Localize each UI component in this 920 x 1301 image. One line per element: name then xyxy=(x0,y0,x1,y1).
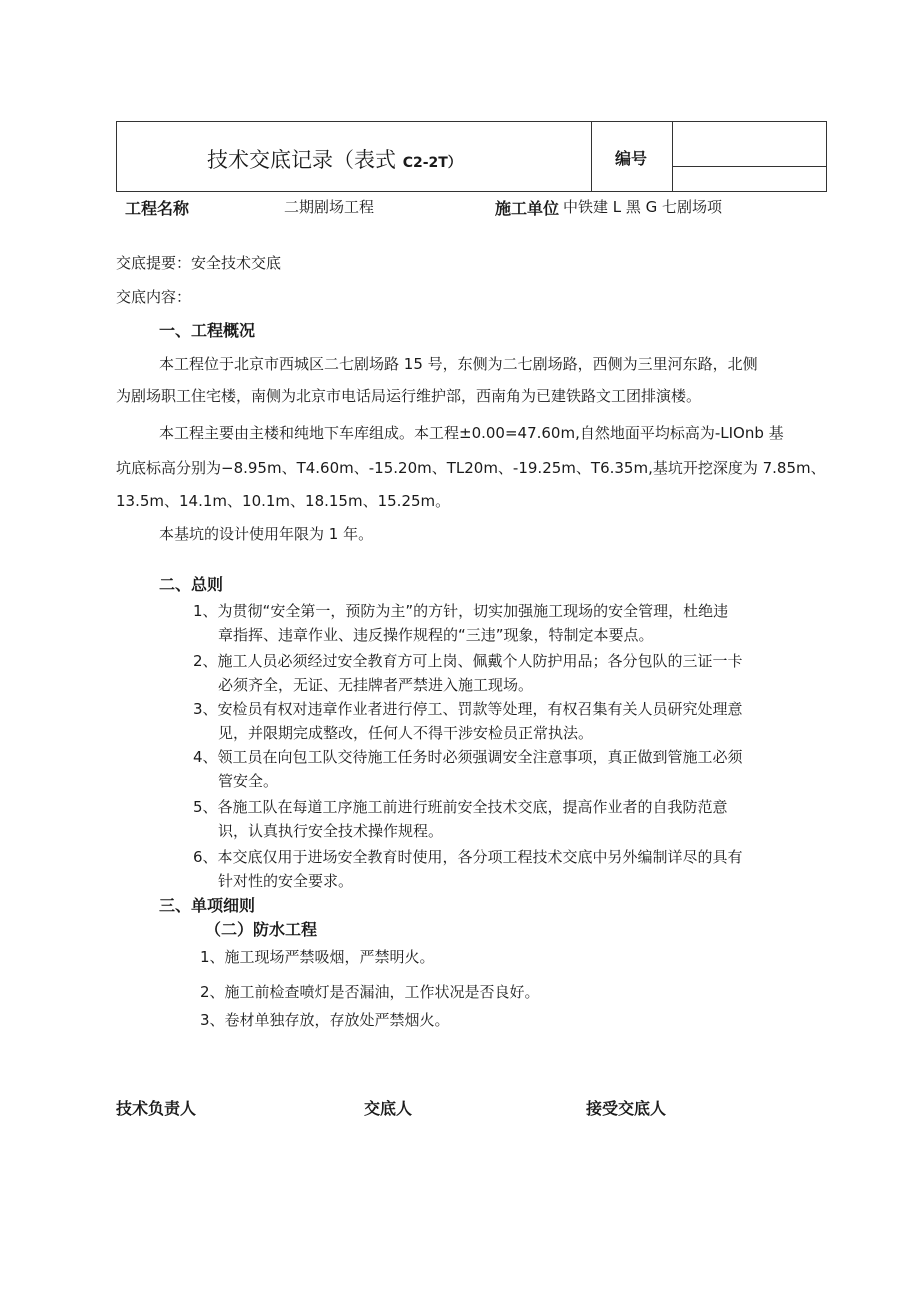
construction-unit-label: 施工单位 xyxy=(495,199,560,218)
project-name-value: 二期剧场工程 xyxy=(284,198,375,216)
form-code: C2-2T） xyxy=(402,155,462,171)
signature-receiver: 接受交底人 xyxy=(586,1099,667,1118)
section1-para1-line2: 为剧场职工住宅楼，南侧为北京市电话局运行维护部，西南角为已建铁路文工团排演楼。 xyxy=(116,387,702,405)
section2-item-5-line2: 识，认真执行安全技术操作规程。 xyxy=(218,822,444,840)
section1-para2-line1: 本工程主要由主楼和纯地下车库组成。本工程±0.00=47.60m,自然地面平均标高为-LIOnb 基 xyxy=(159,424,784,442)
summary-line xyxy=(116,252,281,274)
header-divider-2 xyxy=(672,122,673,191)
section3-subtitle: （二）防水工程 xyxy=(205,920,318,939)
summary-value: 安全技术交底 xyxy=(191,254,282,272)
section2-item-5-line1: 5、各施工队在每道工序施工前进行班前安全技术交底，提高作业者的自我防范意 xyxy=(193,798,728,816)
section2-item-6-line2: 针对性的安全要求。 xyxy=(218,872,354,890)
header-number-row-line xyxy=(672,166,826,167)
section2-item-6-line1: 6、本交底仅用于进场安全教育时使用，各分项工程技术交底中另外编制详尽的具有 xyxy=(193,848,743,866)
construction-unit-value: 中铁建 L 黑 G 七剧场项 xyxy=(563,198,723,216)
document-title-text: 技术交底记录（表式 xyxy=(207,148,396,172)
signature-discloser: 交底人 xyxy=(364,1099,413,1118)
signature-tech-lead: 技术负责人 xyxy=(116,1099,197,1118)
project-name-label: 工程名称 xyxy=(125,199,190,218)
section2-item-3-line1: 3、安检员有权对违章作业者进行停工、罚款等处理，有权召集有关人员研究处理意 xyxy=(193,700,743,718)
section2-title: 二、总则 xyxy=(159,575,224,594)
document-title xyxy=(207,144,462,174)
section1-para2-line2: 坑底标高分别为−8.95m、T4.60m、-15.20m、TL20m、-19.25m、T6.35m,基坑开挖深度为 7.85m、 xyxy=(116,459,826,477)
section3-item-2: 2、施工前检查喷灯是否漏油，工作状况是否良好。 xyxy=(200,983,540,1001)
section2-item-1-line2: 章指挥、违章作业、违反操作规程的“三违”现象，特制定本要点。 xyxy=(218,626,654,644)
content-label: 交底内容： xyxy=(116,288,192,306)
section2-item-3-line2: 见，并限期完成整改，任何人不得干涉安检员正常执法。 xyxy=(218,724,594,742)
section2-item-2-line2: 必须齐全，无证、无挂牌者严禁进入施工现场。 xyxy=(218,676,534,694)
section1-para2-line3: 13.5m、14.1m、10.1m、18.15m、15.25m。 xyxy=(116,492,451,510)
section1-para1-line1: 本工程位于北京市西城区二七剧场路 15 号，东侧为二七剧场路，西侧为三里河东路，北侧 xyxy=(159,355,758,373)
section1-para3: 本基坑的设计使用年限为 1 年。 xyxy=(159,525,374,543)
header-table xyxy=(116,121,827,192)
number-label: 编号 xyxy=(615,149,648,168)
section2-item-4-line1: 4、领工员在向包工队交待施工任务时必须强调安全注意事项，真正做到管施工必须 xyxy=(193,748,743,766)
section2-item-4-line2: 管安全。 xyxy=(218,772,279,790)
summary-label: 交底提要： xyxy=(116,254,192,272)
section1-title: 一、工程概况 xyxy=(159,321,256,340)
section3-item-1: 1、施工现场严禁吸烟，严禁明火。 xyxy=(200,948,435,966)
section2-item-1-line1: 1、为贯彻“安全第一，预防为主”的方针，切实加强施工现场的安全管理，杜绝违 xyxy=(193,602,729,620)
section3-item-3: 3、卷材单独存放，存放处严禁烟火。 xyxy=(200,1011,450,1029)
header-divider-1 xyxy=(591,122,592,191)
section3-title: 三、单项细则 xyxy=(159,896,256,915)
section2-item-2-line1: 2、施工人员必须经过安全教育方可上岗、佩戴个人防护用品；各分包队的三证一卡 xyxy=(193,652,743,670)
